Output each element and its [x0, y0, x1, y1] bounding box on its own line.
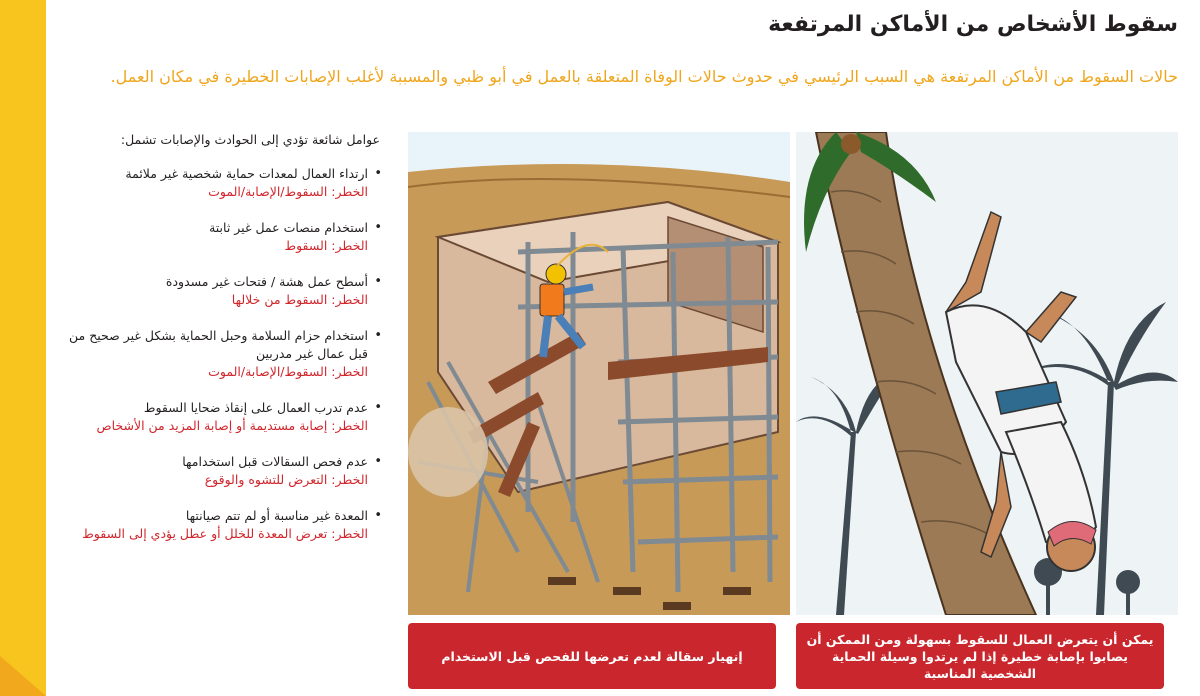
factor-text: • استخدام منصات عمل غير ثابتة	[60, 219, 382, 237]
intro-paragraph: حالات السقوط من الأماكن المرتفعة هي السبب الرئيسي في حدوث حالات الوفاة المتعلقة بالعمل في أبو ظبي والمسببة لأغلب الإصابات الخطيرة في مكان العمل.	[110, 67, 1178, 86]
factor-item	[60, 399, 382, 435]
hazard-label: الخطر:	[331, 364, 368, 379]
hazard-label: الخطر:	[331, 292, 368, 307]
hazard-value: السقوط/الإصابة/الموت	[208, 184, 328, 199]
factor-item	[60, 453, 382, 489]
factor-item	[60, 219, 382, 255]
hazard-value: السقوط	[284, 238, 328, 253]
hazard-value: السقوط/الإصابة/الموت	[208, 364, 328, 379]
palm-illustration	[796, 132, 1178, 615]
factor-item	[60, 327, 382, 381]
hazard-line	[60, 417, 382, 435]
factor-text: • استخدام حزام السلامة وحبل الحماية بشكل غير صحيح من قبل عمال غير مدربين	[60, 327, 382, 363]
palm-scene	[796, 132, 1178, 615]
factor-item	[60, 273, 382, 309]
scaffold-scene	[408, 132, 790, 615]
factor-text: • المعدة غير مناسبة أو لم تتم صيانتها	[60, 507, 382, 525]
hazard-line	[60, 363, 382, 381]
scaffold-illustration	[408, 132, 790, 615]
hazard-value: تعرض المعدة للخلل أو عطل يؤدي إلى السقوط	[82, 526, 328, 541]
factor-text: • ارتداء العمال لمعدات حماية شخصية غير ملائمة	[60, 165, 382, 183]
hazard-line	[60, 525, 382, 543]
factor-text: • عدم تدرب العمال على إنقاذ ضحايا السقوط	[60, 399, 382, 417]
scaffold-caption: إنهيار سقالة لعدم تعرضها للفحص قبل الاستخدام	[408, 623, 776, 689]
factor-text: • أسطح عمل هشة / فتحات غير مسدودة	[60, 273, 382, 291]
factor-item	[60, 507, 382, 543]
side-accent-bar	[0, 0, 46, 696]
hazard-line	[60, 291, 382, 309]
accent-triangle	[0, 656, 46, 696]
hazard-label: الخطر:	[331, 238, 368, 253]
hazard-label: الخطر:	[331, 418, 368, 433]
hazard-line	[60, 183, 382, 201]
page	[60, 0, 1190, 696]
hazard-line	[60, 471, 382, 489]
page-title: سقوط الأشخاص من الأماكن المرتفعة	[768, 12, 1178, 37]
factor-item	[60, 165, 382, 201]
hazard-value: إصابة مستديمة أو إصابة المزيد من الأشخاص	[96, 418, 328, 433]
factors-list	[60, 132, 382, 561]
factors-intro: عوامل شائعة تؤدي إلى الحوادث والإصابات تشمل:	[120, 132, 380, 147]
dust-cloud	[408, 407, 488, 497]
hazard-label: الخطر:	[331, 184, 368, 199]
hazard-line	[60, 237, 382, 255]
hazard-value: التعرض للتشوه والوقوع	[204, 472, 328, 487]
palm-caption: يمكن أن يتعرض العمال للسقوط بسهولة ومن الممكن أن يصابوا بإصابة خطيرة إذا لم يرتدوا وسيلة الحماية الشخصية المناسبة	[796, 623, 1164, 689]
hazard-value: السقوط من خلالها	[231, 292, 328, 307]
hazard-label: الخطر:	[331, 526, 368, 541]
hazard-label: الخطر:	[331, 472, 368, 487]
factor-text: • عدم فحص السقالات قبل استخدامها	[60, 453, 382, 471]
